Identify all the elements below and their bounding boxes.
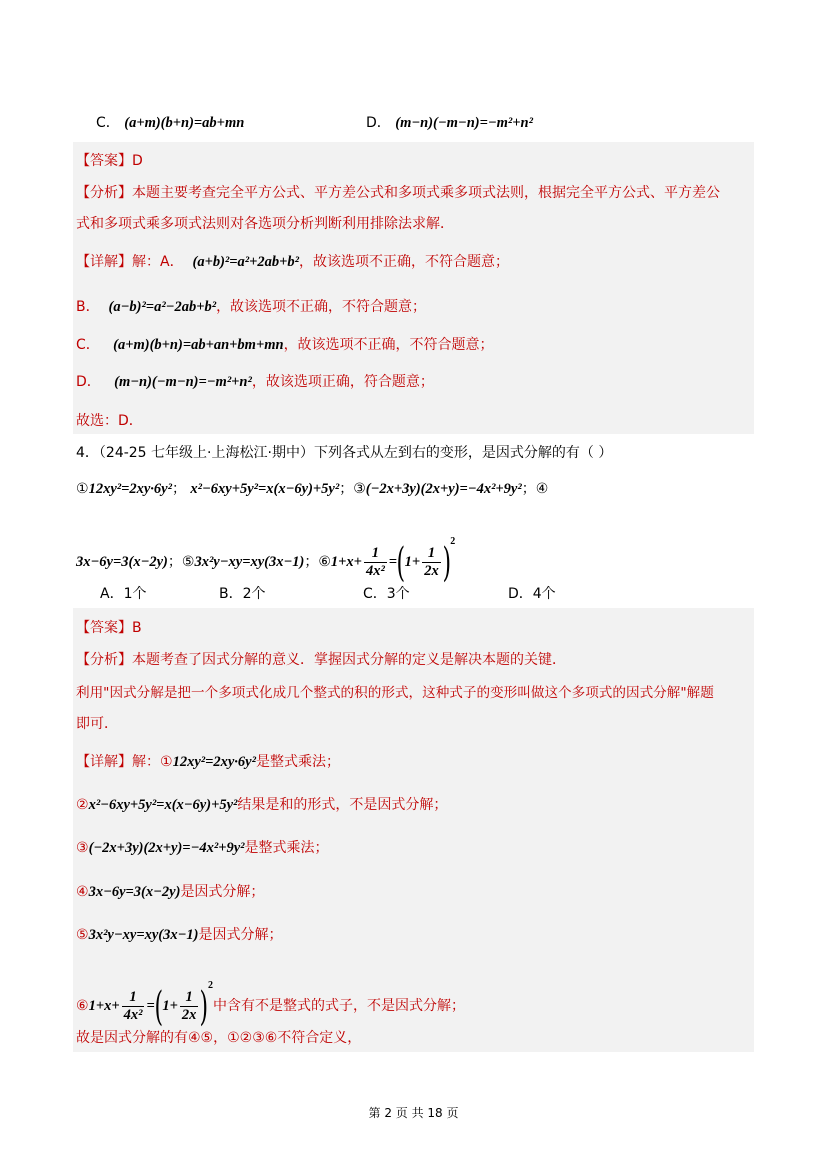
item-sep: ； [171, 481, 186, 497]
item-sep: ； [521, 481, 536, 497]
item-expr-6 [330, 536, 456, 586]
detail-lead: 解：① [132, 754, 173, 770]
detail-6-note: 中含有不是整式的式子，不是因式分解； [212, 998, 465, 1014]
item-num-3: ③ [353, 481, 366, 497]
q3-detail-b [76, 296, 426, 316]
detail-lead: 解：A． [132, 254, 184, 270]
detail-d-label: D． [76, 374, 101, 390]
e6-frac-den: 4x² [365, 563, 385, 580]
detail-c-note: ，故该选项不正确，不符合题意； [283, 337, 494, 353]
q3-conclusion: 故选：D． [76, 413, 143, 429]
item-expr-1: 12xy²=2xy·6y² [88, 481, 172, 497]
choice-c: C．3个 [363, 586, 410, 602]
e6-frac-den: 4x² [123, 1007, 143, 1024]
e6-inner: 1+ [162, 998, 178, 1014]
detail-1-note: 是整式乘法； [255, 754, 340, 770]
q3-analysis-line1 [76, 182, 720, 202]
q3-detail-a [76, 251, 509, 271]
analysis-text: 本题主要考查完全平方公式、平方差公式和多项式乘多项式法则，根据完全平方公式、平方差公 [132, 185, 720, 201]
e6-inner: 1+ [404, 554, 421, 570]
e6-lparen: ( [396, 539, 406, 586]
detail-c-label: C． [76, 337, 100, 353]
option-d [366, 112, 533, 132]
detail-3-num: ③ [76, 840, 89, 856]
e6-lhs: 1+x+ [330, 554, 362, 570]
answer-value: B [132, 620, 142, 636]
detail-3-expr: (−2x+3y)(2x+y)=−4x²+9y² [88, 840, 245, 856]
detail-d-expr: (m−n)(−m−n)=−m²+n² [114, 374, 252, 390]
e6-fraction [122, 989, 145, 1024]
q4-answer [76, 617, 142, 637]
detail-1-expr: 12xy²=2xy·6y² [172, 754, 256, 770]
e6-square: 2 [450, 536, 456, 547]
detail-4-expr: 3x−6y=3(x−2y) [88, 884, 181, 900]
option-d-label: D． [366, 115, 391, 131]
e6-inner-den: 2x [181, 1007, 197, 1024]
detail-b-expr: (a−b)²=a²−2ab+b² [108, 299, 217, 315]
page-footer: 第 2 页 共 18 页 [368, 1106, 459, 1120]
e6-inner-num: 1 [180, 989, 199, 1007]
item-sep: ； [304, 554, 319, 570]
detail-b-note: ，故该选项不正确，不符合题意； [216, 299, 427, 315]
item-sep: ； [339, 481, 354, 497]
choice-d: D．4个 [508, 586, 556, 602]
q3-answer [76, 150, 143, 170]
option-c [96, 112, 244, 132]
detail-6-num: ⑥ [76, 998, 89, 1014]
q4-analysis-line1 [76, 649, 566, 669]
choice-a: A．1个 [100, 586, 147, 602]
e6-rparen: ) [442, 539, 451, 586]
detail-5-expr: 3x²y−xy=xy(3x−1) [88, 927, 199, 943]
answer-value: D [132, 153, 143, 169]
answer-tag: 【答案】 [76, 153, 132, 169]
e6-rparen: ) [199, 983, 209, 1030]
detail-5-note: 是因式分解； [198, 927, 283, 943]
detail-4-num: ④ [76, 884, 89, 900]
q4-analysis-line3: 即可． [76, 716, 118, 732]
detail-2-expr: x²−6xy+5y²=x(x−6y)+5y² [88, 797, 238, 813]
item-sep: ； [167, 554, 182, 570]
option-c-expr: (a+m)(b+n)=ab+mn [124, 115, 245, 131]
e6-inner-fraction [422, 545, 441, 580]
detail-5-num: ⑤ [76, 927, 89, 943]
detail-6-expr [88, 980, 213, 1030]
option-c-label: C． [96, 115, 120, 131]
analysis-text: 本题考查了因式分解的意义．掌握因式分解的定义是解决本题的关键． [132, 652, 566, 668]
detail-2-num: ② [76, 797, 89, 813]
q3-analysis-line2: 式和多项式乘多项式法则对各选项分析判断利用排除法求解． [76, 216, 454, 232]
item-expr-3: (−2x+3y)(2x+y)=−4x²+9y² [365, 481, 522, 497]
q4-detail-1 [76, 751, 340, 771]
choice-b: B．2个 [219, 586, 266, 602]
e6-eq: = [388, 554, 398, 570]
q4-detail-4 [76, 881, 264, 901]
e6-frac-num: 1 [122, 989, 145, 1007]
q4-conclusion: 故是因式分解的有④⑤，①②③⑥不符合定义， [76, 1030, 362, 1046]
q4-analysis-line2: 利用"因式分解是把一个多项式化成几个整式的积的形式，这种式子的变形叫做这个多项式的因式分解"解题 [76, 685, 714, 701]
q4-items-line2 [76, 522, 456, 586]
q3-detail-d [76, 371, 434, 391]
detail-3-note: 是整式乘法； [244, 840, 329, 856]
detail-tag: 【详解】 [76, 754, 132, 770]
detail-d-note: ，故该选项正确，符合题意； [251, 374, 434, 390]
item-num-1: ① [76, 481, 89, 497]
q4-detail-5 [76, 924, 282, 944]
detail-tag: 【详解】 [76, 254, 132, 270]
detail-2-note: 结果是和的形式，不是因式分解； [237, 797, 448, 813]
detail-a-expr: (a+b)²=a²+2ab+b² [192, 254, 299, 270]
detail-a-note: ，故该选项不正确，不符合题意； [298, 254, 509, 270]
analysis-tag: 【分析】 [76, 185, 132, 201]
e6-inner-den: 2x [424, 563, 439, 580]
q4-stem: 4．（24-25 七年级上·上海松江·期中）下列各式从左到右的变形，是因式分解的有（ ） [76, 445, 613, 461]
q4-detail-6 [76, 966, 465, 1030]
item-num-6: ⑥ [318, 554, 331, 570]
q4-detail-3 [76, 837, 329, 857]
e6-fraction [364, 545, 387, 580]
item-num-5: ⑤ [181, 554, 195, 570]
e6-inner-fraction [180, 989, 199, 1024]
q4-detail-2 [76, 794, 447, 814]
detail-4-note: 是因式分解； [180, 884, 265, 900]
q3-detail-c [76, 334, 494, 354]
answer-tag: 【答案】 [76, 620, 132, 636]
e6-inner-num: 1 [422, 545, 441, 563]
q4-items-line1 [76, 478, 548, 498]
detail-c-expr: (a+m)(b+n)=ab+an+bm+mn [113, 337, 284, 353]
e6-eq: = [146, 998, 155, 1014]
option-d-expr: (m−n)(−m−n)=−m²+n² [395, 115, 533, 131]
item-expr-2: x²−6xy+5y²=x(x−6y)+5y² [190, 481, 340, 497]
e6-lparen: ( [154, 983, 163, 1030]
item-expr-5: 3x²y−xy=xy(3x−1) [194, 554, 305, 570]
detail-b-label: B． [76, 299, 100, 315]
e6-lhs: 1+x+ [88, 998, 120, 1014]
e6-square: 2 [207, 980, 213, 991]
e6-frac-num: 1 [364, 545, 387, 563]
item-num-4: ④ [535, 481, 549, 497]
item-expr-4: 3x−6y=3(x−2y) [76, 554, 168, 570]
analysis-tag: 【分析】 [76, 652, 132, 668]
